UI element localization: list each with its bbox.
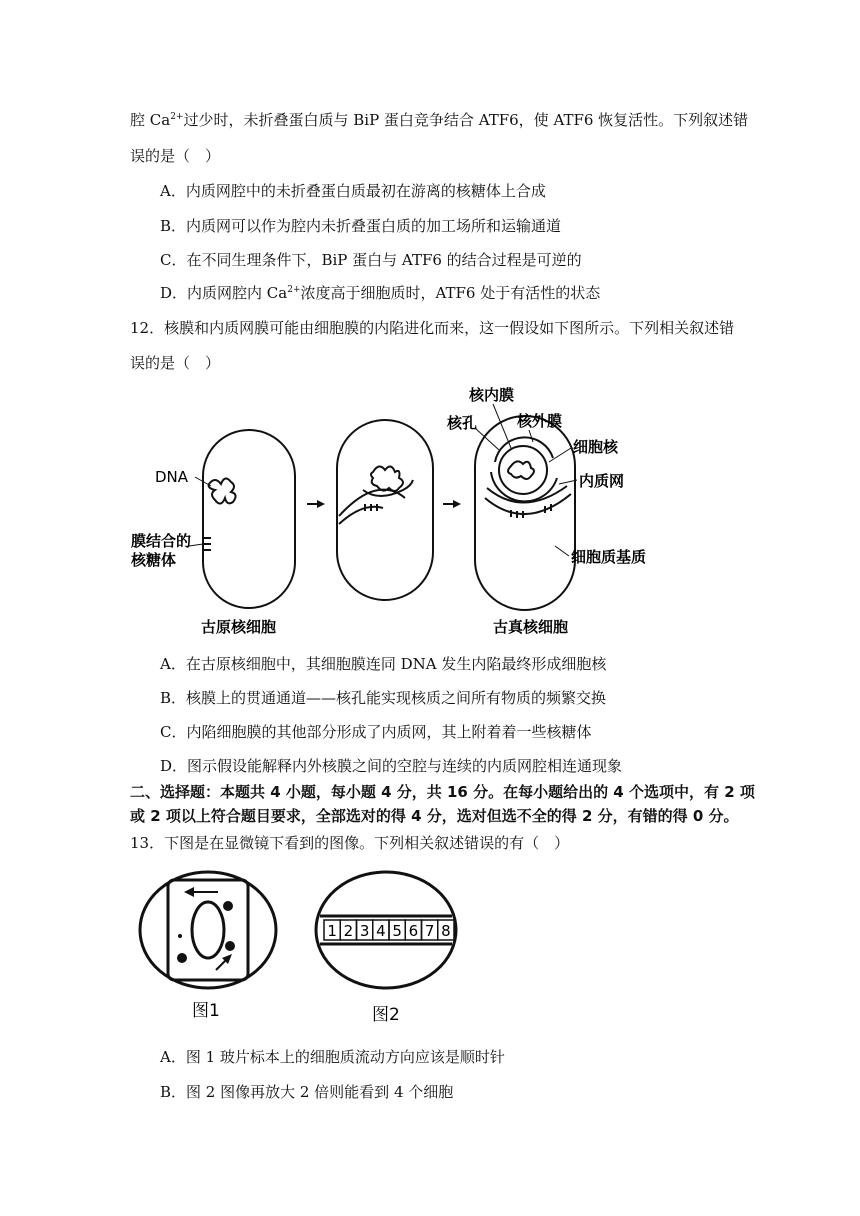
arrow-left-icon <box>184 887 218 897</box>
q11-option-c: C．在不同生理条件下，BiP 蛋白与 ATF6 的结合过程是可逆的 <box>160 251 582 269</box>
cell-number-1: 1 <box>327 922 337 940</box>
cell-number-8: 8 <box>441 922 451 940</box>
arrow-1 <box>307 500 325 508</box>
arrow-2 <box>443 500 461 508</box>
chloroplast-3 <box>177 953 187 963</box>
q12-option-c: C．内陷细胞膜的其他部分形成了内质网，其上附着着一些核糖体 <box>160 723 592 741</box>
section2-header-line1: 二、选择题：本题共 4 小题，每小题 4 分，共 16 分。在每小题给出的 4 个选项中，有 2 项 <box>130 783 755 801</box>
eukaryote-cell <box>475 416 575 610</box>
dna-squiggle-middle <box>371 466 403 491</box>
figure-2-field-of-view <box>316 872 456 988</box>
q12-option-b: B．核膜上的贯通通道——核孔能实现核质之间所有物质的频繁交换 <box>160 689 607 707</box>
leader-cytoplasm <box>555 546 569 556</box>
label-ribosome-line2: 核糖体 <box>131 551 177 569</box>
q13-stem: 13．下图是在显微镜下看到的图像。下列相关叙述错误的有（ ） <box>130 834 570 852</box>
leader-ribosome <box>189 544 203 546</box>
cell-number-6: 6 <box>408 922 419 940</box>
dna-squiggle-left <box>209 478 236 503</box>
label-dna: DNA <box>155 468 189 486</box>
cell-number-4: 4 <box>376 922 386 940</box>
cell-number-7: 7 <box>424 922 435 940</box>
q11-option-d: D．内质网腔内 $Ca^{2+}$浓度高于细胞质时，ATF6 处于有活性的状态 <box>160 284 601 302</box>
q12-stem-line1: 12．核膜和内质网膜可能由细胞膜的内陷进化而来，这一假设如下图所示。下列相关叙述错 <box>130 319 735 337</box>
label-outer-membrane: 核外膜 <box>517 412 563 430</box>
prokaryote-cell <box>203 430 295 608</box>
caption-figure-2: 图2 <box>372 1005 400 1025</box>
q11-option-b: B．内质网可以作为腔内未折叠蛋白质的加工场所和运输通道 <box>160 217 562 235</box>
membrane-ribosomes-right <box>511 504 551 518</box>
label-cytoplasm: 细胞质基质 <box>571 548 647 566</box>
er-membrane-2 <box>485 494 571 514</box>
q12-option-d: D．图示假设能解释内外核膜之间的空腔与连续的内质网腔相连通现象 <box>160 757 623 775</box>
label-ribosome-line1: 膜结合的 <box>131 532 192 550</box>
membrane-ribosomes-left <box>203 538 211 550</box>
label-pore: 核孔 <box>447 414 478 432</box>
label-er: 内质网 <box>579 472 625 490</box>
section2-header-line2: 或 2 项以上符合题目要求，全部选对的得 4 分，选对但选不全的得 2 分，有错的得 0 分。 <box>130 807 739 825</box>
caption-prokaryote: 古原核细胞 <box>201 618 277 636</box>
figure-1-field-of-view <box>140 872 276 988</box>
q13-option-a: A．图 1 玻片标本上的细胞质流动方向应该是顺时针 <box>160 1048 505 1066</box>
q11-stem-line1: 腔 $Ca^{2+}$过少时，未折叠蛋白质与 BiP 蛋白竞争结合 ATF6，使 ATF6 恢复活性。下列叙述错 <box>130 111 749 129</box>
caption-figure-1: 图1 <box>192 1001 220 1021</box>
q11-stem-line2: 误的是（ ） <box>130 147 221 165</box>
dna-squiggle-right <box>508 461 534 479</box>
cell-number-2: 2 <box>343 922 354 940</box>
vacuole <box>192 902 224 958</box>
q12-stem-line2: 误的是（ ） <box>130 354 221 372</box>
caption-eukaryote: 古真核细胞 <box>493 618 569 636</box>
q13-microscope-figure <box>130 862 470 1032</box>
chloroplast-1 <box>223 901 233 911</box>
q13-option-b: B．图 2 图像再放大 2 倍则能看到 4 个细胞 <box>160 1083 454 1101</box>
label-inner-membrane: 核内膜 <box>469 386 515 404</box>
cell-wall <box>168 880 248 980</box>
label-nucleus: 细胞核 <box>573 438 619 456</box>
intermediate-cell <box>337 420 433 600</box>
cell-number-5: 5 <box>392 922 402 940</box>
nucleus-inner-membrane <box>499 446 547 494</box>
arrow-up-right-icon <box>216 954 232 970</box>
q11-option-a: A．内质网腔中的未折叠蛋白质最初在游离的核糖体上合成 <box>160 182 546 200</box>
cell-number-3: 3 <box>359 922 370 940</box>
q12-option-a: A．在古原核细胞中，其细胞膜连同 DNA 发生内陷最终形成细胞核 <box>160 655 607 673</box>
chloroplast-2 <box>225 941 235 951</box>
leader-outer-membrane <box>529 430 533 442</box>
chloroplast-4 <box>178 934 182 938</box>
q12-cell-evolution-figure <box>125 380 665 642</box>
cell-row <box>324 920 454 940</box>
